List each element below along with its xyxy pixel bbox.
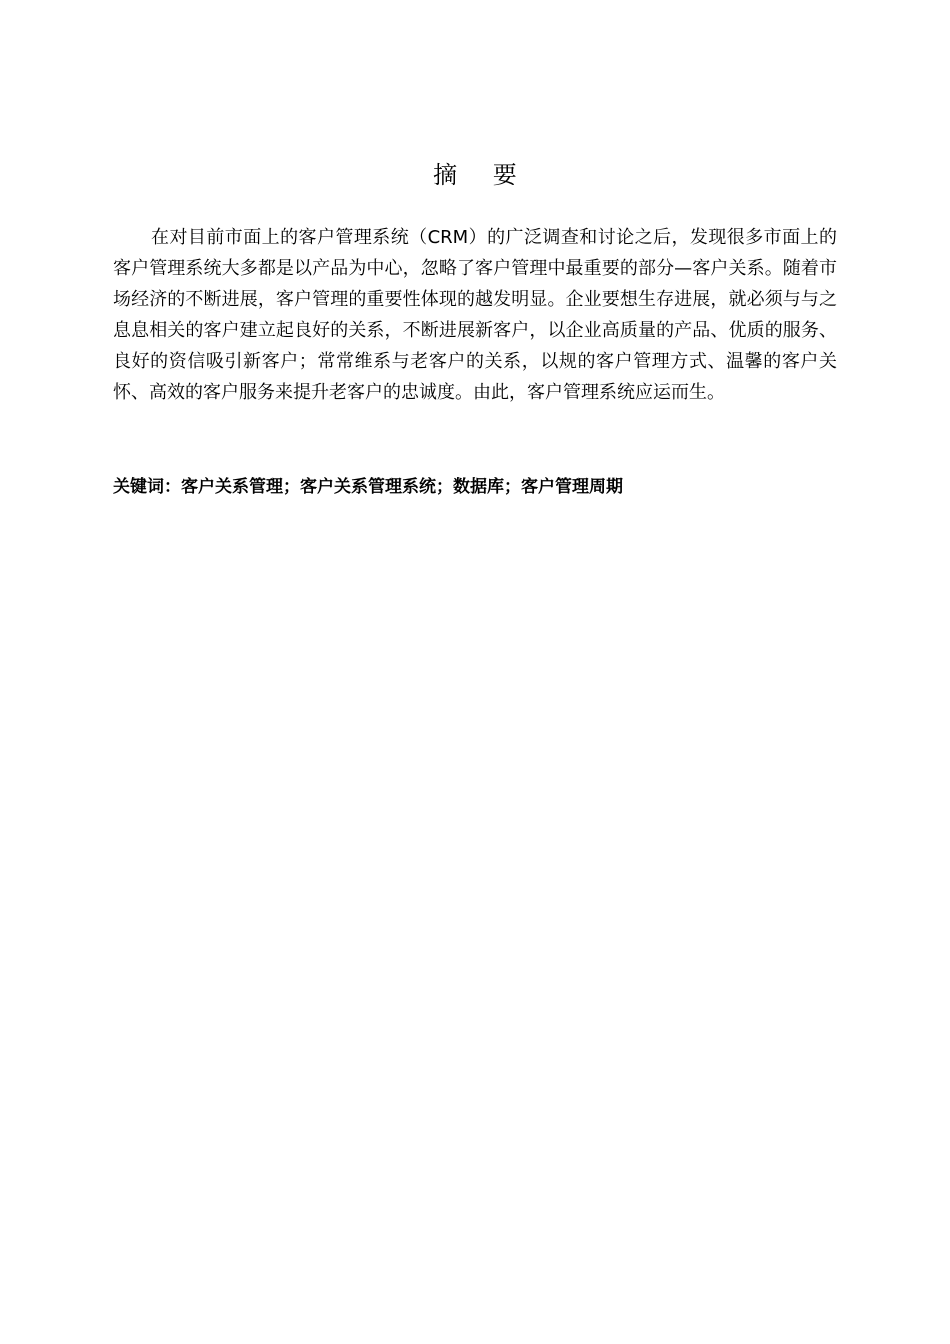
abstract-paragraph: 在对目前市面上的客户管理系统（CRM）的广泛调查和讨论之后，发现很多市面上的客户管理系统大多都是以产品为中心，忽略了客户管理中最重要的部分—客户关系。随着市场经济的不断进展，客户管理的重要性体现的越发明显。企业要想生存进展，就必须与与之息息相关的客户建立起良好的关系，不断进展新客户，以企业高质量的产品、优质的服务、良好的资信吸引新客户；常常维系与老客户的关系，以规的客户管理方式、温馨的客户关怀、高效的客户服务来提升老客户的忠诚度。由此，客户管理系统应运而生。 (113, 227, 837, 403)
keywords-line (113, 472, 837, 502)
keywords-label: 关键词： (113, 477, 181, 497)
abstract-title: 摘 要 (433, 161, 531, 189)
keywords-text: 客户关系管理；客户关系管理系统；数据库；客户管理周期 (181, 477, 623, 497)
